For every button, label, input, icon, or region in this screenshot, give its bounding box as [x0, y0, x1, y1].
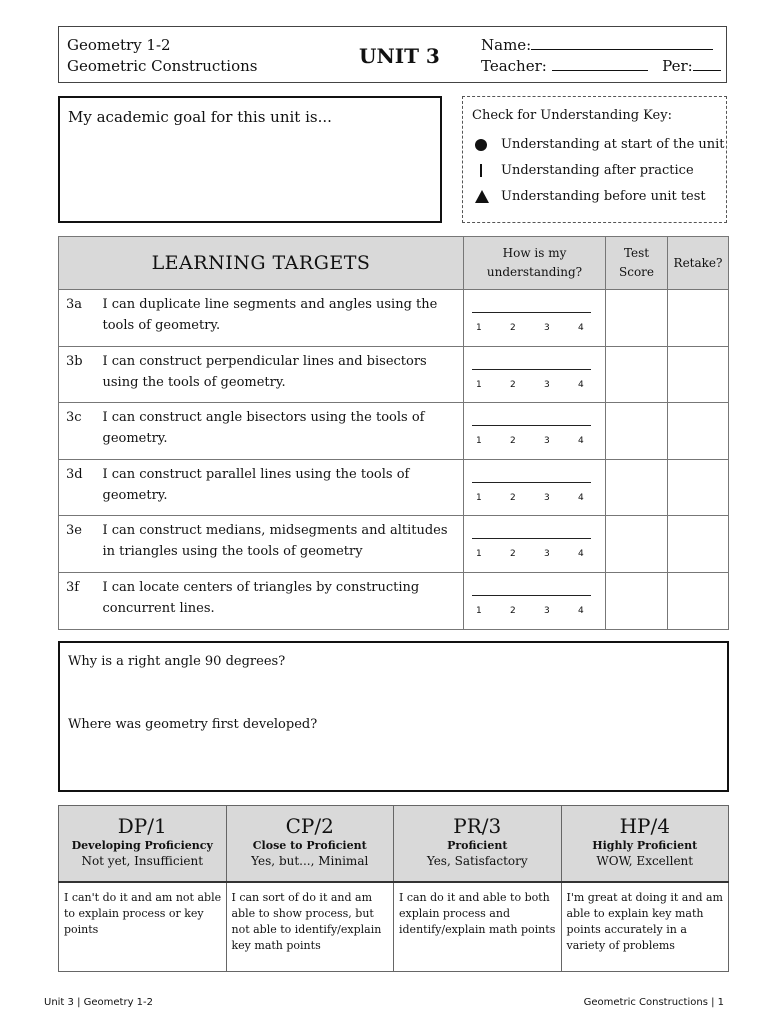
learning-targets-section — [58, 236, 728, 629]
scale-line[interactable] — [472, 482, 591, 483]
course-title: Geometry 1-2 — [67, 36, 171, 54]
scale-number: 4 — [578, 492, 584, 503]
scale-number: 1 — [476, 605, 482, 616]
target-code: 3f — [59, 572, 103, 629]
test-score-cell[interactable] — [606, 516, 668, 573]
scale-numbers — [476, 436, 612, 446]
retake-header: Retake? — [668, 237, 729, 290]
course-block — [67, 35, 258, 77]
key-label-practice: Understanding after practice — [501, 163, 694, 178]
scale-numbers — [476, 493, 612, 503]
scale-number: 2 — [510, 605, 516, 616]
retake-cell[interactable] — [668, 572, 729, 629]
level-description: Yes, but..., Minimal — [251, 854, 369, 868]
retake-cell[interactable] — [668, 403, 729, 460]
key-label-test: Understanding before unit test — [501, 189, 706, 204]
level-name: Close to Proficient — [252, 839, 367, 852]
scale-number: 2 — [510, 436, 516, 447]
understanding-scale[interactable] — [464, 403, 606, 460]
level-description: WOW, Excellent — [596, 854, 694, 868]
triangle-icon — [475, 190, 489, 203]
retake-cell[interactable] — [668, 290, 729, 347]
key-title: Check for Understanding Key: — [472, 108, 672, 123]
scale-number: 2 — [510, 549, 516, 560]
retake-cell[interactable] — [668, 346, 729, 403]
level-name: Highly Proficient — [592, 839, 698, 852]
understanding-scale[interactable] — [464, 290, 606, 347]
key-item-practice — [475, 163, 694, 178]
name-label: Name: — [481, 36, 532, 54]
scale-numbers — [476, 323, 612, 333]
scale-line[interactable] — [472, 425, 591, 426]
scale-line[interactable] — [472, 595, 591, 596]
understanding-header: How is my understanding? — [464, 237, 606, 290]
scale-number: 2 — [510, 379, 516, 390]
name-field-row — [481, 35, 721, 56]
scale-number: 4 — [578, 379, 584, 390]
questions-box[interactable] — [58, 641, 729, 792]
proficiency-table — [58, 805, 729, 972]
proficiency-section — [58, 805, 729, 972]
period-field[interactable] — [693, 57, 721, 71]
level-code: DP/1 — [117, 814, 167, 838]
target-statement: I can construct parallel lines using the tools of geometry. — [103, 459, 464, 516]
test-score-cell[interactable] — [606, 459, 668, 516]
level-description: Yes, Satisfactory — [426, 854, 528, 868]
question-1: Why is a right angle 90 degrees? — [68, 654, 286, 669]
table-row — [59, 346, 729, 403]
scale-number: 3 — [544, 436, 550, 447]
scale-number: 2 — [510, 492, 516, 503]
table-row — [59, 572, 729, 629]
question-2: Where was geometry first developed? — [68, 717, 318, 732]
proficiency-detail: I can't do it and am not able to explain process or key points — [59, 882, 227, 972]
understanding-scale[interactable] — [464, 572, 606, 629]
key-item-test — [475, 189, 706, 204]
table-row — [59, 403, 729, 460]
test-score-header: Test Score — [606, 237, 668, 290]
scale-number: 1 — [476, 323, 482, 333]
understanding-key-box — [462, 96, 727, 223]
scale-number: 1 — [476, 549, 482, 560]
scale-numbers — [476, 606, 612, 616]
scale-numbers — [476, 549, 612, 559]
circle-icon — [475, 139, 487, 151]
test-score-cell[interactable] — [606, 346, 668, 403]
proficiency-detail: I can do it and able to both explain process and identify/explain math points — [394, 882, 562, 972]
scale-number: 3 — [544, 323, 550, 333]
scale-line[interactable] — [472, 538, 591, 539]
retake-cell[interactable] — [668, 516, 729, 573]
scale-number: 3 — [544, 492, 550, 503]
key-label-start: Understanding at start of the unit — [501, 137, 725, 152]
teacher-field[interactable] — [552, 57, 648, 71]
footer-right: Geometric Constructions | 1 — [583, 997, 724, 1008]
table-row — [59, 290, 729, 347]
understanding-scale[interactable] — [464, 516, 606, 573]
target-statement: I can construct angle bisectors using the tools of geometry. — [103, 403, 464, 460]
scale-number: 3 — [544, 605, 550, 616]
level-description: Not yet, Insufficient — [81, 854, 204, 868]
teacher-label: Teacher: — [481, 57, 547, 75]
proficiency-level-header — [561, 806, 729, 882]
period-label: Per: — [662, 57, 693, 75]
footer-left: Unit 3 | Geometry 1-2 — [44, 997, 153, 1008]
scale-number: 4 — [578, 323, 584, 333]
course-subtitle: Geometric Constructions — [67, 57, 258, 75]
scale-line[interactable] — [472, 369, 591, 370]
key-item-start — [475, 137, 725, 152]
target-code: 3b — [59, 346, 103, 403]
target-code: 3e — [59, 516, 103, 573]
level-name: Developing Proficiency — [71, 839, 213, 852]
scale-numbers — [476, 380, 612, 390]
scale-number: 4 — [578, 436, 584, 447]
proficiency-detail: I can sort of do it and am able to show process, but not able to identify/explain key math points — [226, 882, 394, 972]
bar-icon — [480, 164, 482, 177]
target-code: 3c — [59, 403, 103, 460]
scale-number: 1 — [476, 379, 482, 390]
proficiency-detail: I'm great at doing it and am able to explain key math points accurately in a variety of problems — [561, 882, 729, 972]
table-row — [59, 516, 729, 573]
target-statement: I can construct perpendicular lines and bisectors using the tools of geometry. — [103, 346, 464, 403]
level-code: HP/4 — [619, 814, 670, 838]
goal-box[interactable] — [58, 96, 442, 223]
target-statement: I can locate centers of triangles by constructing concurrent lines. — [103, 572, 464, 629]
scale-number: 3 — [544, 379, 550, 390]
test-score-cell[interactable] — [606, 290, 668, 347]
retake-cell[interactable] — [668, 459, 729, 516]
level-code: CP/2 — [285, 814, 334, 838]
understanding-scale[interactable] — [464, 346, 606, 403]
learning-targets-table — [58, 236, 729, 630]
scale-number: 2 — [510, 323, 516, 333]
goal-prompt: My academic goal for this unit is... — [68, 108, 332, 126]
table-header-row — [59, 237, 729, 290]
target-code: 3a — [59, 290, 103, 347]
target-code: 3d — [59, 459, 103, 516]
proficiency-level-header — [59, 806, 227, 882]
understanding-scale[interactable] — [464, 459, 606, 516]
name-field[interactable] — [531, 36, 713, 50]
level-name: Proficient — [447, 839, 508, 852]
scale-line[interactable] — [472, 312, 591, 313]
proficiency-header-row — [59, 806, 729, 882]
teacher-field-row — [481, 56, 721, 77]
scale-number: 4 — [578, 549, 584, 560]
scale-number: 1 — [476, 492, 482, 503]
proficiency-level-header — [226, 806, 394, 882]
table-row — [59, 459, 729, 516]
target-statement: I can construct medians, midsegments and altitudes in triangles using the tools of geometry — [103, 516, 464, 573]
student-fields — [481, 35, 721, 77]
level-code: PR/3 — [453, 814, 502, 838]
scale-number: 4 — [578, 605, 584, 616]
scale-number: 3 — [544, 549, 550, 560]
scale-number: 1 — [476, 436, 482, 447]
header-box — [58, 26, 727, 83]
learning-targets-heading: LEARNING TARGETS — [59, 237, 464, 290]
target-statement: I can duplicate line segments and angles using the tools of geometry. — [103, 290, 464, 347]
proficiency-level-header — [394, 806, 562, 882]
test-score-cell[interactable] — [606, 572, 668, 629]
proficiency-detail-row — [59, 882, 729, 972]
unit-title: UNIT 3 — [359, 44, 440, 68]
test-score-cell[interactable] — [606, 403, 668, 460]
